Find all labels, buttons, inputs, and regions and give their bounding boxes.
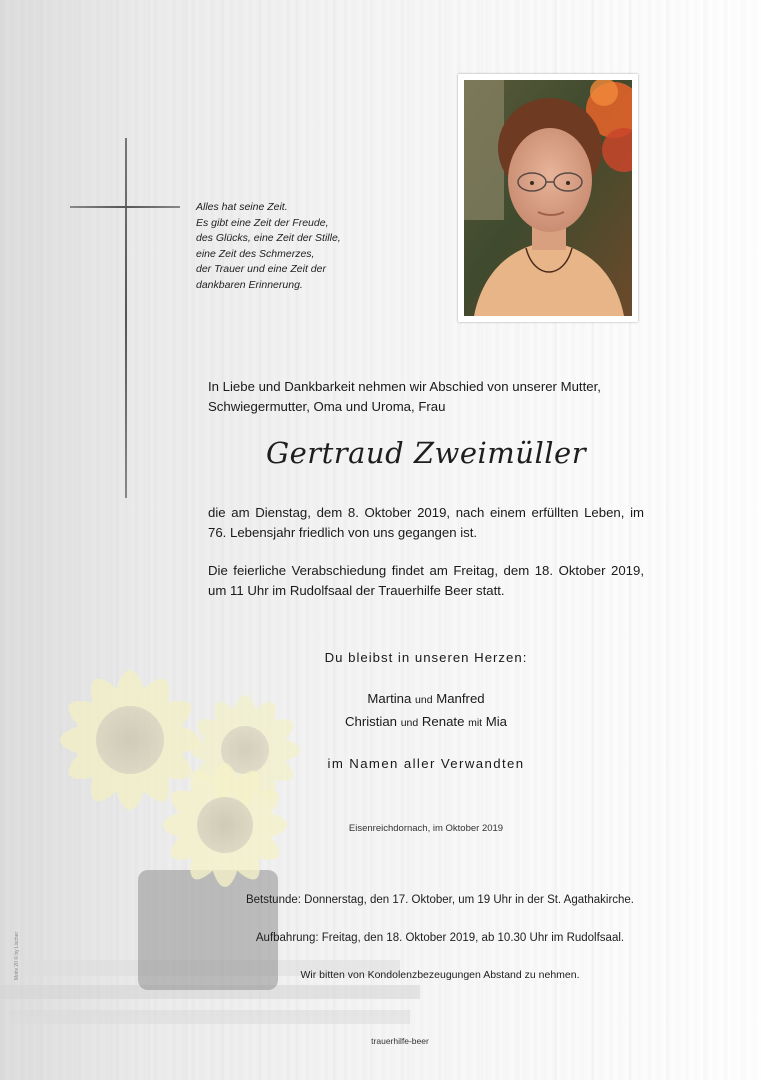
poem-line: dankbaren Erinnerung. — [196, 278, 303, 291]
conjunction: und — [415, 694, 433, 706]
mourners — [208, 688, 644, 734]
death-notice: die am Dienstag, dem 8. Oktober 2019, nach einem erfüllten Leben, im 76. Lebensjahr friedlich von uns gegangen ist. — [208, 505, 644, 540]
mourner-name: Manfred — [436, 691, 485, 706]
farewell-notice: Die feierliche Verabschiedung findet am Freitag, dem 18. Oktober 2019, um 11 Uhr im Rudolfsaal der Trauerhilfe Beer statt. — [208, 563, 644, 598]
prayer-info: Betstunde: Donnerstag, den 17. Oktober, um 19 Uhr in der St. Agathakirche. — [245, 894, 635, 906]
cross-horizontal-bar — [70, 206, 180, 208]
poem-line: der Trauer und eine Zeit der — [196, 263, 326, 275]
portrait-photo — [458, 74, 638, 322]
mourner-name: Christian — [344, 714, 398, 729]
mourners-line-1 — [208, 688, 644, 711]
poem-line: des Glücks, eine Zeit der Stille, — [196, 232, 341, 244]
deceased-name: Gertraud Zweimüller — [265, 436, 587, 470]
conjunction: und — [400, 717, 419, 729]
mourner-name: Martina — [367, 691, 412, 706]
poem-line: Es gibt eine Zeit der Freude, — [196, 216, 329, 229]
conjunction: mit — [468, 717, 483, 729]
mourner-name: Renate — [421, 714, 465, 729]
poem — [196, 200, 446, 293]
relatives-line: im Namen aller Verwandten — [327, 756, 525, 771]
poem-line: eine Zeit des Schmerzes, — [196, 247, 315, 260]
viewing-info: Aufbahrung: Freitag, den 18. Oktober 2019, ab 10.30 Uhr im Rudolfsaal. — [255, 932, 625, 944]
sunflower-left — [59, 669, 200, 810]
mourner-name: Mia — [485, 714, 508, 729]
footer-brand: trauerhilfe-beer — [371, 1036, 429, 1046]
mourners-line-2 — [208, 711, 644, 734]
condolence-note: Wir bitten von Kondolenzbezeugungen Abstand zu nehmen. — [300, 969, 580, 981]
cross-vertical-bar — [125, 138, 127, 498]
poem-line: Alles hat seine Zeit. — [196, 201, 288, 213]
portrait-image — [464, 80, 632, 316]
place-date: Eisenreichdornach, im Oktober 2019 — [348, 823, 504, 834]
remain-line: Du bleibst in unseren Herzen: — [324, 650, 528, 665]
intro-text: In Liebe und Dankbarkeit nehmen wir Abschied von unserer Mutter, Schwiegermutter, Oma und Uroma, Frau — [208, 379, 601, 414]
imprint-note: Motiv 20 © by Lischer — [14, 931, 20, 980]
